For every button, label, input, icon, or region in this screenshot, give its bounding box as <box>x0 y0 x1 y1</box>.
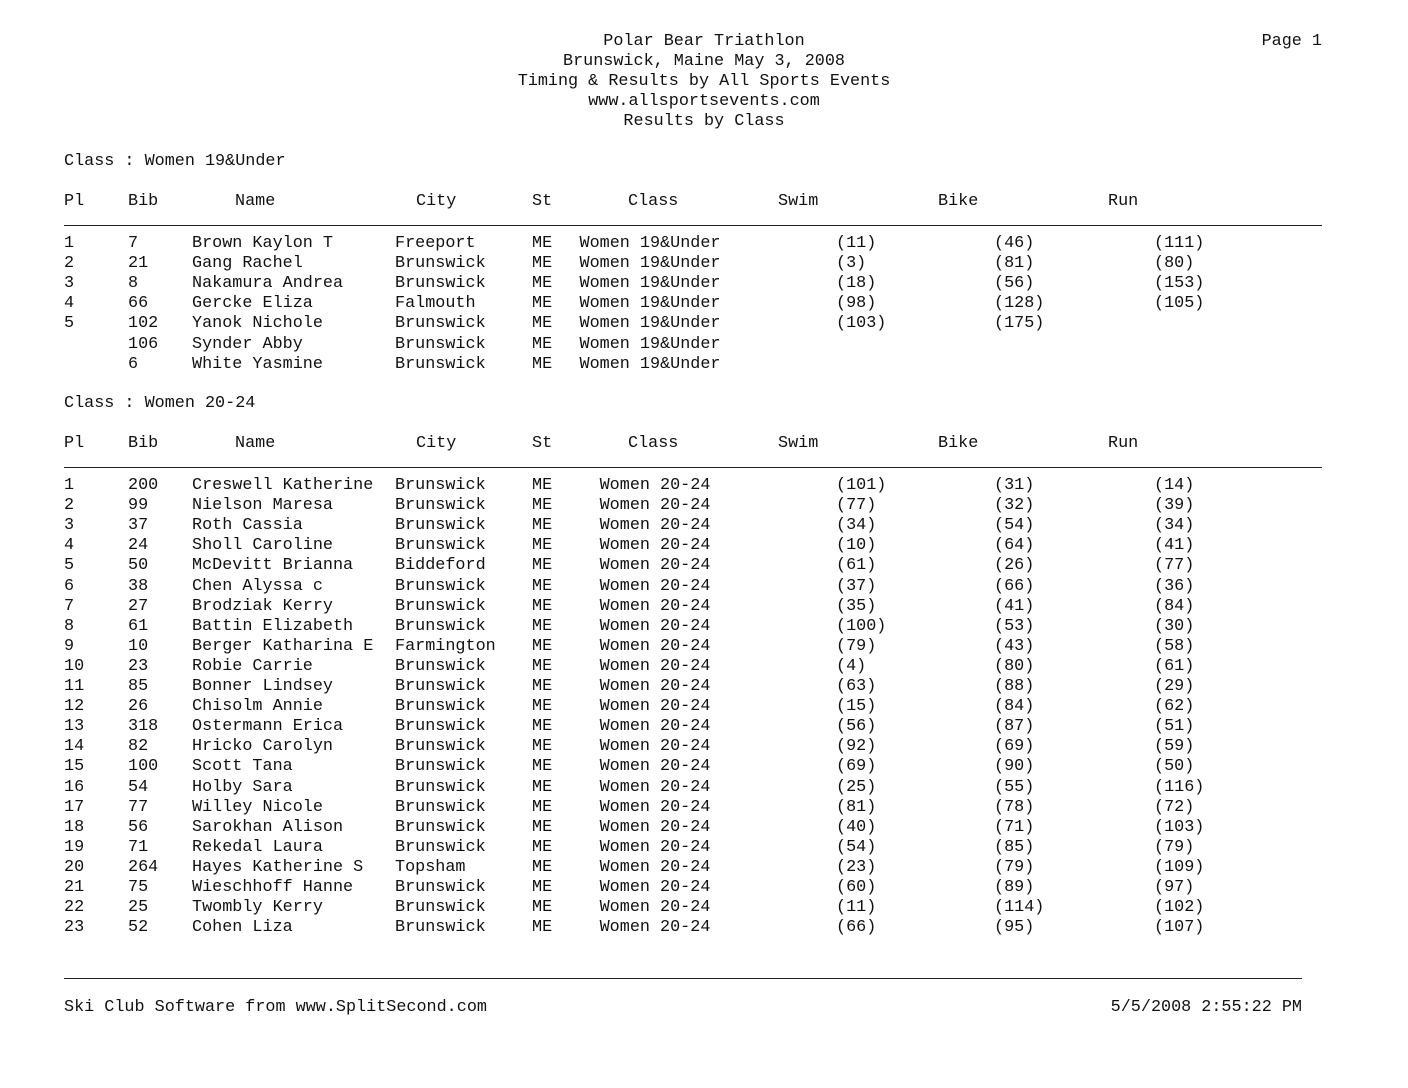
cell-state: ME <box>532 777 553 797</box>
cell-swim-rank: (37) <box>836 576 877 596</box>
cell-class: Women 20-24 <box>599 737 711 757</box>
cell-state: ME <box>532 556 553 576</box>
cell-bib: 106 <box>128 334 159 354</box>
cell-run-rank: (62) <box>1154 697 1195 717</box>
cell-bib: 8 <box>128 274 139 294</box>
cell-bike-rank: (175) <box>994 314 1045 334</box>
cell-name: Battin Elizabeth <box>192 616 354 636</box>
cell-city: Freeport <box>395 234 476 253</box>
cell-state: ME <box>532 576 553 596</box>
cell-run-rank: (30) <box>1154 616 1195 636</box>
cell-bib: 23 <box>128 656 149 676</box>
footer-divider <box>64 978 1302 979</box>
cell-class: Women 19&Under <box>579 334 721 354</box>
cell-place: 14 <box>64 737 85 757</box>
cell-city: Brunswick <box>395 757 486 777</box>
cell-place: 1 <box>64 234 75 253</box>
cell-run-rank: (111) <box>1154 234 1205 253</box>
cell-bike-rank: (46) <box>994 234 1035 253</box>
cell-city: Brunswick <box>395 918 486 938</box>
cell-bike-rank: (84) <box>994 697 1035 717</box>
cell-city: Brunswick <box>395 314 486 334</box>
cell-bike-rank: (90) <box>994 757 1035 777</box>
website-url: www.allsportsevents.com <box>588 92 820 111</box>
cell-place: 17 <box>64 797 85 817</box>
section-title: Class : Women 20-24 <box>64 394 256 413</box>
cell-city: Brunswick <box>395 737 486 757</box>
cell-bib: 82 <box>128 737 149 757</box>
cell-class: Women 19&Under <box>579 314 721 334</box>
cell-bike-rank: (78) <box>994 797 1035 817</box>
cell-bib: 27 <box>128 596 149 616</box>
cell-place: 6 <box>64 576 75 596</box>
cell-bib: 77 <box>128 797 149 817</box>
cell-bike-rank: (56) <box>994 274 1035 294</box>
cell-run-rank: (61) <box>1154 656 1195 676</box>
cell-name: Holby Sara <box>192 777 293 797</box>
cell-state: ME <box>532 757 553 777</box>
cell-swim-rank: (61) <box>836 556 877 576</box>
cell-place: 4 <box>64 536 75 556</box>
cell-swim-rank: (66) <box>836 918 877 938</box>
cell-bike-rank: (41) <box>994 596 1035 616</box>
cell-run-rank: (107) <box>1154 918 1205 938</box>
cell-name: McDevitt Brianna <box>192 556 354 576</box>
cell-class: Women 20-24 <box>599 837 711 857</box>
cell-class: Women 20-24 <box>599 898 711 918</box>
cell-swim-rank: (92) <box>836 737 877 757</box>
cell-place: 20 <box>64 857 85 877</box>
cell-city: Brunswick <box>395 496 486 516</box>
cell-swim-rank: (100) <box>836 616 887 636</box>
cell-run-rank: (102) <box>1154 898 1205 918</box>
cell-bib: 24 <box>128 536 149 556</box>
cell-run-rank: (36) <box>1154 576 1195 596</box>
cell-state: ME <box>532 596 553 616</box>
cell-bike-rank: (88) <box>994 677 1035 696</box>
cell-bike-rank: (53) <box>994 616 1035 636</box>
cell-class: Women 20-24 <box>599 697 711 717</box>
cell-city: Biddeford <box>395 556 486 576</box>
cell-run-rank: (116) <box>1154 777 1205 797</box>
cell-swim-rank: (34) <box>836 516 877 536</box>
cell-name: Synder Abby <box>192 334 303 354</box>
cell-city: Falmouth <box>395 294 476 314</box>
cell-bike-rank: (80) <box>994 656 1035 676</box>
cell-state: ME <box>532 737 553 757</box>
cell-city: Brunswick <box>395 717 486 737</box>
cell-swim-rank: (35) <box>836 596 877 616</box>
cell-place: 3 <box>64 274 75 294</box>
cell-bike-rank: (95) <box>994 918 1035 938</box>
cell-run-rank: (34) <box>1154 516 1195 536</box>
cell-name: Wieschhoff Hanne <box>192 878 354 897</box>
cell-run-rank: (109) <box>1154 857 1205 877</box>
cell-swim-rank: (3) <box>836 254 867 274</box>
cell-place: 2 <box>64 254 75 274</box>
cell-bike-rank: (66) <box>994 576 1035 596</box>
cell-bike-rank: (85) <box>994 837 1035 857</box>
cell-run-rank: (50) <box>1154 757 1195 777</box>
col-header-name: Name <box>235 434 276 453</box>
cell-state: ME <box>532 254 553 274</box>
cell-name: Nakamura Andrea <box>192 274 344 294</box>
col-header-bike: Bike <box>938 192 979 211</box>
cell-state: ME <box>532 274 553 294</box>
cell-name: Sarokhan Alison <box>192 817 344 837</box>
cell-swim-rank: (4) <box>836 656 867 676</box>
cell-swim-rank: (60) <box>836 878 877 897</box>
cell-name: Yanok Nichole <box>192 314 323 334</box>
cell-swim-rank: (18) <box>836 274 877 294</box>
cell-place: 22 <box>64 898 85 918</box>
footer-software: Ski Club Software from www.SplitSecond.com <box>64 998 487 1017</box>
col-header-st: St <box>532 434 553 453</box>
cell-run-rank: (41) <box>1154 536 1195 556</box>
cell-bib: 26 <box>128 697 149 717</box>
cell-swim-rank: (81) <box>836 797 877 817</box>
cell-swim-rank: (15) <box>836 697 877 717</box>
cell-place: 4 <box>64 294 75 314</box>
cell-place: 1 <box>64 476 75 495</box>
cell-state: ME <box>532 878 553 897</box>
cell-place: 15 <box>64 757 85 777</box>
cell-class: Women 20-24 <box>599 636 711 656</box>
cell-name: Brodziak Kerry <box>192 596 333 616</box>
cell-bike-rank: (32) <box>994 496 1035 516</box>
cell-class: Women 20-24 <box>599 576 711 596</box>
cell-name: Nielson Maresa <box>192 496 333 516</box>
cell-city: Brunswick <box>395 516 486 536</box>
cell-bib: 50 <box>128 556 149 576</box>
cell-bib: 37 <box>128 516 149 536</box>
col-header-st: St <box>532 192 553 211</box>
cell-name: Bonner Lindsey <box>192 677 333 696</box>
cell-swim-rank: (63) <box>836 677 877 696</box>
cell-bib: 66 <box>128 294 149 314</box>
cell-bib: 100 <box>128 757 159 777</box>
cell-state: ME <box>532 354 553 374</box>
cell-city: Brunswick <box>395 354 486 374</box>
cell-name: Cohen Liza <box>192 918 293 938</box>
event-location-date: Brunswick, Maine May 3, 2008 <box>563 52 845 71</box>
cell-state: ME <box>532 476 553 495</box>
cell-state: ME <box>532 234 553 253</box>
cell-class: Women 19&Under <box>579 294 721 314</box>
cell-bike-rank: (43) <box>994 636 1035 656</box>
cell-swim-rank: (11) <box>836 234 877 253</box>
cell-class: Women 20-24 <box>599 918 711 938</box>
cell-bike-rank: (79) <box>994 857 1035 877</box>
cell-city: Brunswick <box>395 334 486 354</box>
cell-run-rank: (72) <box>1154 797 1195 817</box>
cell-name: Creswell Katherine <box>192 476 374 495</box>
cell-bike-rank: (54) <box>994 516 1035 536</box>
cell-bib: 102 <box>128 314 159 334</box>
cell-class: Women 20-24 <box>599 516 711 536</box>
cell-swim-rank: (10) <box>836 536 877 556</box>
cell-name: Hricko Carolyn <box>192 737 333 757</box>
col-header-swim: Swim <box>778 434 819 453</box>
cell-state: ME <box>532 636 553 656</box>
cell-run-rank: (51) <box>1154 717 1195 737</box>
cell-name: Robie Carrie <box>192 656 313 676</box>
cell-state: ME <box>532 717 553 737</box>
cell-name: Twombly Kerry <box>192 898 323 918</box>
cell-class: Women 20-24 <box>599 777 711 797</box>
col-header-bib: Bib <box>128 192 159 211</box>
cell-bib: 7 <box>128 234 139 253</box>
cell-swim-rank: (79) <box>836 636 877 656</box>
cell-class: Women 20-24 <box>599 496 711 516</box>
cell-class: Women 20-24 <box>599 536 711 556</box>
cell-class: Women 19&Under <box>579 274 721 294</box>
cell-bib: 52 <box>128 918 149 938</box>
cell-run-rank: (97) <box>1154 878 1195 897</box>
cell-bike-rank: (128) <box>994 294 1045 314</box>
cell-run-rank: (103) <box>1154 817 1205 837</box>
cell-bib: 21 <box>128 254 149 274</box>
cell-bike-rank: (64) <box>994 536 1035 556</box>
cell-name: Sholl Caroline <box>192 536 333 556</box>
cell-swim-rank: (54) <box>836 837 877 857</box>
cell-swim-rank: (101) <box>836 476 887 495</box>
cell-run-rank: (153) <box>1154 274 1205 294</box>
cell-bib: 6 <box>128 354 139 374</box>
cell-class: Women 20-24 <box>599 757 711 777</box>
cell-bike-rank: (89) <box>994 878 1035 897</box>
section-title: Class : Women 19&Under <box>64 152 286 171</box>
col-header-name: Name <box>235 192 276 211</box>
cell-bib: 54 <box>128 777 149 797</box>
cell-bib: 56 <box>128 817 149 837</box>
col-header-swim: Swim <box>778 192 819 211</box>
cell-class: Women 20-24 <box>599 878 711 897</box>
cell-state: ME <box>532 898 553 918</box>
footer-timestamp: 5/5/2008 2:55:22 PM <box>1110 998 1302 1017</box>
cell-bib: 25 <box>128 898 149 918</box>
cell-place: 3 <box>64 516 75 536</box>
cell-name: Chisolm Annie <box>192 697 323 717</box>
cell-swim-rank: (23) <box>836 857 877 877</box>
cell-name: Chen Alyssa c <box>192 576 323 596</box>
cell-city: Brunswick <box>395 697 486 717</box>
cell-swim-rank: (98) <box>836 294 877 314</box>
cell-bike-rank: (71) <box>994 817 1035 837</box>
cell-name: Roth Cassia <box>192 516 303 536</box>
cell-name: Gercke Eliza <box>192 294 313 314</box>
cell-bike-rank: (26) <box>994 556 1035 576</box>
cell-name: Gang Rachel <box>192 254 303 274</box>
col-header-bike: Bike <box>938 434 979 453</box>
cell-city: Brunswick <box>395 797 486 817</box>
cell-run-rank: (84) <box>1154 596 1195 616</box>
cell-state: ME <box>532 334 553 354</box>
cell-class: Women 19&Under <box>579 254 721 274</box>
cell-city: Brunswick <box>395 616 486 636</box>
cell-state: ME <box>532 314 553 334</box>
cell-name: Scott Tana <box>192 757 293 777</box>
cell-class: Women 20-24 <box>599 817 711 837</box>
cell-city: Brunswick <box>395 274 486 294</box>
cell-swim-rank: (103) <box>836 314 887 334</box>
cell-place: 5 <box>64 556 75 576</box>
cell-run-rank: (80) <box>1154 254 1195 274</box>
event-title: Polar Bear Triathlon <box>603 32 805 51</box>
cell-bib: 71 <box>128 837 149 857</box>
cell-place: 19 <box>64 837 85 857</box>
cell-state: ME <box>532 797 553 817</box>
cell-class: Women 20-24 <box>599 556 711 576</box>
cell-city: Brunswick <box>395 677 486 696</box>
cell-city: Farmington <box>395 636 496 656</box>
cell-run-rank: (77) <box>1154 556 1195 576</box>
cell-swim-rank: (11) <box>836 898 877 918</box>
cell-bib: 264 <box>128 857 159 877</box>
cell-city: Brunswick <box>395 837 486 857</box>
cell-run-rank: (29) <box>1154 677 1195 696</box>
cell-state: ME <box>532 817 553 837</box>
cell-bib: 85 <box>128 677 149 696</box>
cell-class: Women 20-24 <box>599 616 711 636</box>
col-header-pl: Pl <box>64 192 85 211</box>
cell-swim-rank: (40) <box>836 817 877 837</box>
cell-place: 11 <box>64 677 85 696</box>
cell-name: Brown Kaylon T <box>192 234 333 253</box>
cell-city: Brunswick <box>395 817 486 837</box>
cell-place: 12 <box>64 697 85 717</box>
cell-state: ME <box>532 918 553 938</box>
cell-class: Women 20-24 <box>599 656 711 676</box>
cell-state: ME <box>532 294 553 314</box>
cell-bike-rank: (31) <box>994 476 1035 495</box>
results-subtitle: Results by Class <box>623 112 785 131</box>
cell-run-rank: (14) <box>1154 476 1195 495</box>
cell-class: Women 20-24 <box>599 857 711 877</box>
cell-state: ME <box>532 697 553 717</box>
cell-name: Berger Katharina E <box>192 636 374 656</box>
cell-place: 18 <box>64 817 85 837</box>
page-number: Page 1 <box>1261 32 1322 51</box>
cell-run-rank: (58) <box>1154 636 1195 656</box>
cell-bib: 99 <box>128 496 149 516</box>
cell-state: ME <box>532 496 553 516</box>
cell-swim-rank: (69) <box>836 757 877 777</box>
col-header-run: Run <box>1108 434 1139 453</box>
cell-bike-rank: (69) <box>994 737 1035 757</box>
cell-place: 16 <box>64 777 85 797</box>
cell-run-rank: (39) <box>1154 496 1195 516</box>
cell-run-rank: (79) <box>1154 837 1195 857</box>
cell-name: Ostermann Erica <box>192 717 344 737</box>
cell-state: ME <box>532 857 553 877</box>
cell-class: Women 20-24 <box>599 717 711 737</box>
header-rule <box>64 225 1322 226</box>
cell-bike-rank: (114) <box>994 898 1045 918</box>
cell-bib: 318 <box>128 717 159 737</box>
cell-class: Women 19&Under <box>579 354 721 374</box>
col-header-bib: Bib <box>128 434 159 453</box>
cell-state: ME <box>532 656 553 676</box>
cell-city: Brunswick <box>395 777 486 797</box>
cell-city: Brunswick <box>395 596 486 616</box>
cell-name: White Yasmine <box>192 354 323 374</box>
cell-city: Brunswick <box>395 898 486 918</box>
cell-swim-rank: (77) <box>836 496 877 516</box>
cell-name: Willey Nicole <box>192 797 323 817</box>
cell-place: 13 <box>64 717 85 737</box>
cell-place: 7 <box>64 596 75 616</box>
cell-name: Rekedal Laura <box>192 837 323 857</box>
col-header-class: Class <box>628 192 679 211</box>
cell-class: Women 20-24 <box>599 677 711 696</box>
cell-city: Brunswick <box>395 536 486 556</box>
cell-city: Brunswick <box>395 576 486 596</box>
cell-name: Hayes Katherine S <box>192 857 364 877</box>
col-header-run: Run <box>1108 192 1139 211</box>
cell-bike-rank: (87) <box>994 717 1035 737</box>
cell-run-rank: (105) <box>1154 294 1205 314</box>
cell-city: Brunswick <box>395 254 486 274</box>
cell-swim-rank: (56) <box>836 717 877 737</box>
cell-place: 8 <box>64 616 75 636</box>
cell-class: Women 20-24 <box>599 797 711 817</box>
cell-bib: 61 <box>128 616 149 636</box>
col-header-city: City <box>416 434 457 453</box>
cell-city: Topsham <box>395 857 466 877</box>
cell-state: ME <box>532 616 553 636</box>
cell-place: 10 <box>64 656 85 676</box>
cell-place: 9 <box>64 636 75 656</box>
cell-bib: 38 <box>128 576 149 596</box>
col-header-class: Class <box>628 434 679 453</box>
col-header-city: City <box>416 192 457 211</box>
cell-place: 2 <box>64 496 75 516</box>
cell-state: ME <box>532 536 553 556</box>
cell-place: 21 <box>64 878 85 897</box>
cell-bib: 10 <box>128 636 149 656</box>
cell-city: Brunswick <box>395 878 486 897</box>
col-header-pl: Pl <box>64 434 85 453</box>
cell-class: Women 20-24 <box>599 596 711 616</box>
cell-bike-rank: (81) <box>994 254 1035 274</box>
cell-state: ME <box>532 677 553 696</box>
cell-place: 5 <box>64 314 75 334</box>
cell-swim-rank: (25) <box>836 777 877 797</box>
cell-city: Brunswick <box>395 476 486 495</box>
cell-class: Women 19&Under <box>579 234 721 253</box>
cell-state: ME <box>532 516 553 536</box>
cell-place: 23 <box>64 918 85 938</box>
timing-credit: Timing & Results by All Sports Events <box>517 72 891 91</box>
cell-bike-rank: (55) <box>994 777 1035 797</box>
cell-bib: 75 <box>128 878 149 897</box>
cell-bib: 200 <box>128 476 159 495</box>
header-rule <box>64 467 1322 468</box>
cell-run-rank: (59) <box>1154 737 1195 757</box>
cell-city: Brunswick <box>395 656 486 676</box>
cell-state: ME <box>532 837 553 857</box>
cell-class: Women 20-24 <box>599 476 711 495</box>
